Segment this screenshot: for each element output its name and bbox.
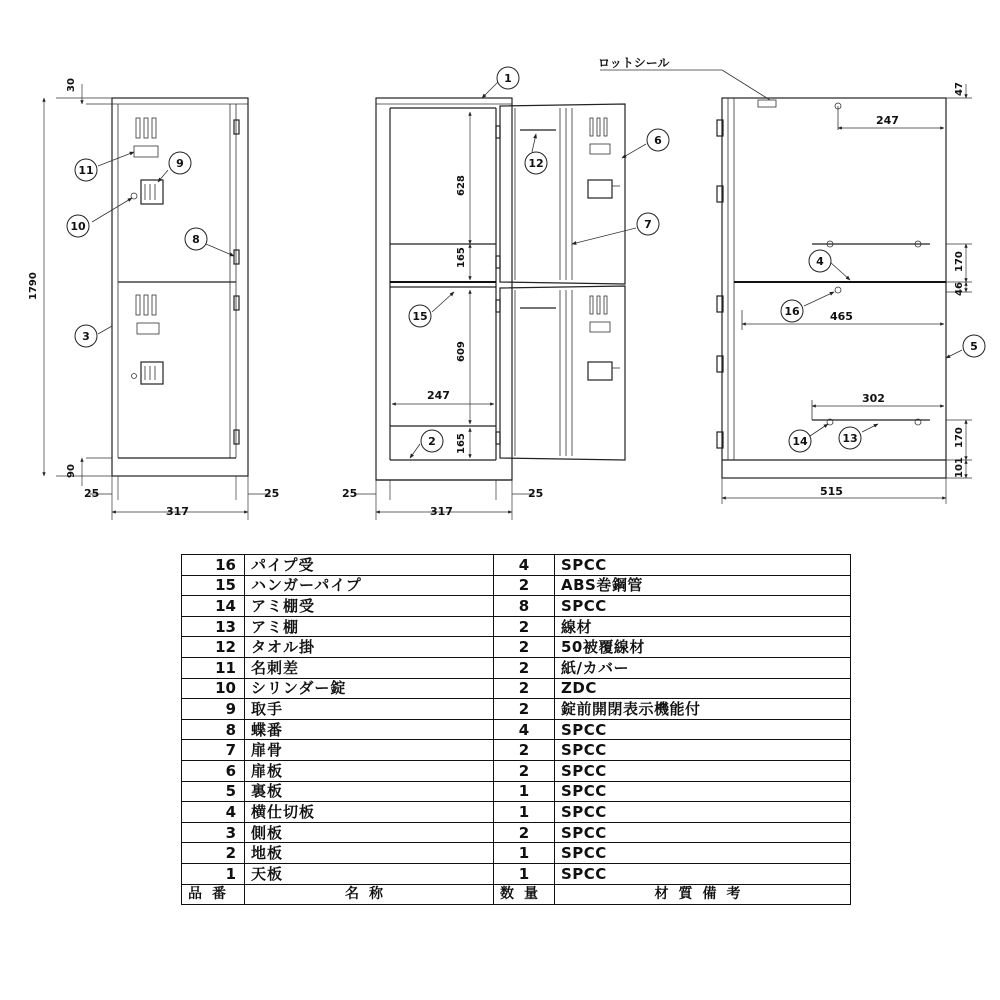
header-qty: 数量 (494, 884, 555, 905)
svg-text:4: 4 (816, 255, 824, 268)
part-material: SPCC (555, 760, 851, 781)
part-no: 4 (182, 802, 245, 823)
part-qty: 1 (494, 843, 555, 864)
table-row (182, 616, 851, 637)
front-top-gap: 30 (66, 78, 77, 92)
part-name: パイプ受 (245, 555, 494, 576)
part-material: SPCC (555, 740, 851, 761)
part-qty: 1 (494, 781, 555, 802)
part-qty: 2 (494, 637, 555, 658)
part-material: SPCC (555, 719, 851, 740)
part-no: 2 (182, 843, 245, 864)
part-qty: 4 (494, 555, 555, 576)
part-name: 側板 (245, 822, 494, 843)
upper-inner-height: 628 (456, 175, 467, 196)
svg-text:3: 3 (82, 330, 90, 343)
part-material: ABS巻鋼管 (555, 575, 851, 596)
svg-text:7: 7 (644, 218, 652, 231)
lot-seal (758, 100, 776, 107)
callout-5 (963, 335, 985, 357)
table-row (182, 781, 851, 802)
svg-text:6: 6 (654, 134, 662, 147)
table-row (182, 843, 851, 864)
front-side-left: 25 (84, 487, 100, 500)
callout-2 (421, 430, 443, 452)
parts-table (181, 554, 851, 905)
table-row (182, 863, 851, 884)
mid-width: 317 (430, 505, 453, 518)
svg-text:14: 14 (792, 435, 808, 448)
callout-9 (169, 152, 191, 174)
back-bottom: 101 (954, 457, 965, 478)
front-total-height: 1790 (28, 272, 39, 300)
svg-text:5: 5 (970, 340, 978, 353)
part-no: 10 (182, 678, 245, 699)
front-bottom-gap: 90 (66, 464, 77, 478)
part-material: SPCC (555, 555, 851, 576)
part-qty: 2 (494, 760, 555, 781)
part-name: シリンダー錠 (245, 678, 494, 699)
front-side-right: 25 (264, 487, 280, 500)
part-qty: 2 (494, 822, 555, 843)
part-qty: 2 (494, 699, 555, 720)
table-row (182, 802, 851, 823)
depth: 515 (820, 485, 843, 498)
svg-text:13: 13 (842, 432, 858, 445)
callout-14 (789, 430, 811, 452)
back-pipe-width: 465 (830, 310, 853, 323)
back-upper-gap: 170 (954, 251, 965, 272)
lower-door (132, 295, 164, 384)
svg-text:8: 8 (192, 233, 200, 246)
callout-11 (75, 159, 97, 181)
callout-1 (497, 67, 519, 89)
part-material: SPCC (555, 822, 851, 843)
part-name: 天板 (245, 863, 494, 884)
part-name: 地板 (245, 843, 494, 864)
back-hook-width: 247 (876, 114, 899, 127)
callout-12 (525, 152, 547, 174)
part-name: 横仕切板 (245, 802, 494, 823)
callout-3 (75, 325, 97, 347)
part-no: 12 (182, 637, 245, 658)
handle (141, 180, 163, 204)
back-partition: 46 (954, 282, 965, 296)
front-width: 317 (166, 505, 189, 518)
part-qty: 4 (494, 719, 555, 740)
part-material: SPCC (555, 802, 851, 823)
table-row (182, 740, 851, 761)
back-net-width: 302 (862, 392, 885, 405)
part-no: 1 (182, 863, 245, 884)
part-qty: 8 (494, 596, 555, 617)
table-header (182, 884, 851, 905)
part-name: 裏板 (245, 781, 494, 802)
part-name: アミ棚受 (245, 596, 494, 617)
part-material: SPCC (555, 781, 851, 802)
header-material: 材質備考 (555, 884, 851, 905)
callout-15 (409, 305, 431, 327)
part-no: 8 (182, 719, 245, 740)
side-view (598, 56, 972, 504)
part-name: 取手 (245, 699, 494, 720)
front-view (28, 78, 279, 520)
name-card-holder (134, 146, 158, 157)
back-lower-gap: 170 (954, 427, 965, 448)
part-material: SPCC (555, 596, 851, 617)
table-row (182, 596, 851, 617)
callout-6 (647, 129, 669, 151)
header-name: 名称 (245, 884, 494, 905)
header-no: 品番 (182, 884, 245, 905)
part-qty: 2 (494, 657, 555, 678)
table-row (182, 637, 851, 658)
open-view (342, 98, 625, 520)
table-row (182, 657, 851, 678)
part-name: 扉骨 (245, 740, 494, 761)
part-no: 13 (182, 616, 245, 637)
svg-text:10: 10 (70, 220, 86, 233)
part-material: 線材 (555, 616, 851, 637)
lot-seal-label: ロットシール (598, 56, 670, 70)
part-name: アミ棚 (245, 616, 494, 637)
part-no: 11 (182, 657, 245, 678)
part-no: 9 (182, 699, 245, 720)
part-no: 5 (182, 781, 245, 802)
back-top: 47 (954, 82, 965, 96)
part-name: ハンガーパイプ (245, 575, 494, 596)
table-row (182, 575, 851, 596)
upper-door (131, 118, 163, 204)
part-no: 15 (182, 575, 245, 596)
callout-8 (185, 228, 207, 250)
svg-text:11: 11 (78, 164, 94, 177)
part-qty: 2 (494, 575, 555, 596)
callout-4 (809, 250, 831, 272)
callout-10 (67, 215, 89, 237)
part-no: 7 (182, 740, 245, 761)
svg-text:9: 9 (176, 157, 184, 170)
mid-side-left: 25 (342, 487, 358, 500)
callouts (67, 67, 985, 458)
lower-inner-height: 609 (456, 341, 467, 362)
table-row (182, 719, 851, 740)
pipe-holder (835, 287, 841, 293)
part-material: ZDC (555, 678, 851, 699)
part-qty: 1 (494, 802, 555, 823)
part-qty: 2 (494, 616, 555, 637)
table-row (182, 678, 851, 699)
part-material: 錠前開閉表示機能付 (555, 699, 851, 720)
open-doors (500, 104, 625, 460)
callout-13 (839, 427, 861, 449)
svg-text:2: 2 (428, 435, 436, 448)
table-row (182, 760, 851, 781)
svg-text:16: 16 (784, 305, 800, 318)
part-no: 14 (182, 596, 245, 617)
table-row (182, 822, 851, 843)
lower-shelf-gap: 165 (456, 433, 467, 454)
part-no: 16 (182, 555, 245, 576)
part-no: 3 (182, 822, 245, 843)
callout-7 (637, 213, 659, 235)
part-material: 50被覆線材 (555, 637, 851, 658)
part-qty: 2 (494, 678, 555, 699)
svg-text:12: 12 (528, 157, 544, 170)
mid-side-right: 25 (528, 487, 544, 500)
part-name: タオル掛 (245, 637, 494, 658)
part-material: SPCC (555, 843, 851, 864)
part-material: SPCC (555, 863, 851, 884)
part-name: 蝶番 (245, 719, 494, 740)
part-qty: 1 (494, 863, 555, 884)
table-row (182, 555, 851, 576)
table-row (182, 699, 851, 720)
part-no: 6 (182, 760, 245, 781)
part-qty: 2 (494, 740, 555, 761)
svg-text:1: 1 (504, 72, 512, 85)
inner-width: 247 (427, 389, 450, 402)
part-material: 紙/カバー (555, 657, 851, 678)
part-name: 名刺差 (245, 657, 494, 678)
callout-16 (781, 300, 803, 322)
part-name: 扉板 (245, 760, 494, 781)
svg-text:15: 15 (412, 310, 428, 323)
upper-shelf-gap: 165 (456, 247, 467, 268)
